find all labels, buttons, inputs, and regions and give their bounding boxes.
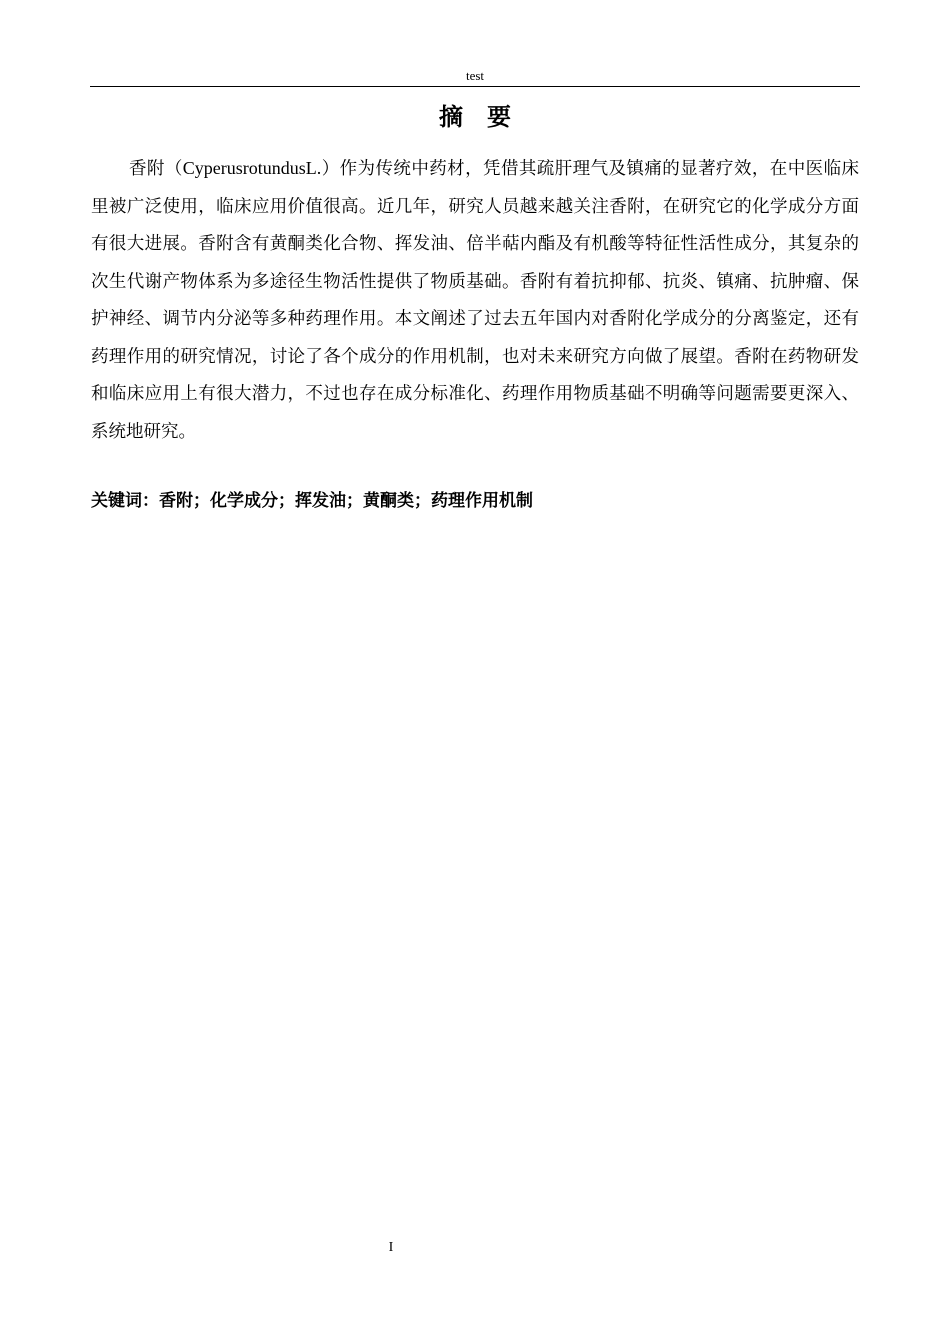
page-number: I	[388, 1240, 394, 1255]
abstract-latin-name: CyperusrotundusL.	[182, 158, 322, 178]
abstract-title-first-char: 摘	[439, 103, 463, 131]
header-rule	[90, 86, 860, 87]
keywords-label: 关键词：	[91, 491, 159, 511]
keywords-line	[91, 486, 859, 516]
running-header: test	[465, 68, 485, 83]
abstract-title	[90, 100, 860, 134]
abstract-text-before-latin: 香附（	[129, 159, 183, 179]
abstract-paragraph	[91, 150, 859, 451]
abstract-text-after-latin: ）作为传统中药材，凭借其疏肝理气及镇痛的显著疗效，在中医临床里被广泛使用，临床应用价值很高。近几年，研究人员越来越关注香附，在研究它的化学成分方面有很大进展。香附含有黄酮类化合物、挥发油、倍半萜内酯及有机酸等特征性活性成分，其复杂的次生代谢产物体系为多途径生物活性提供了物质基础。香附有着抗抑郁、抗炎、镇痛、抗肿瘤、保护神经、调节内分泌等多种药理作用。本文阐述了过去五年国内对香附化学成分的分离鉴定，还有药理作用的研究情况，讨论了各个成分的作用机制，也对未来研究方向做了展望。香附在药物研发和临床应用上有很大潜力，不过也存在成分标准化、药理作用物质基础不明确等问题需要更深入、系统地研究。	[91, 159, 860, 442]
keywords-items: 香附；化学成分；挥发油；黄酮类；药理作用机制	[159, 491, 533, 511]
abstract-title-second-char: 要	[487, 103, 511, 131]
